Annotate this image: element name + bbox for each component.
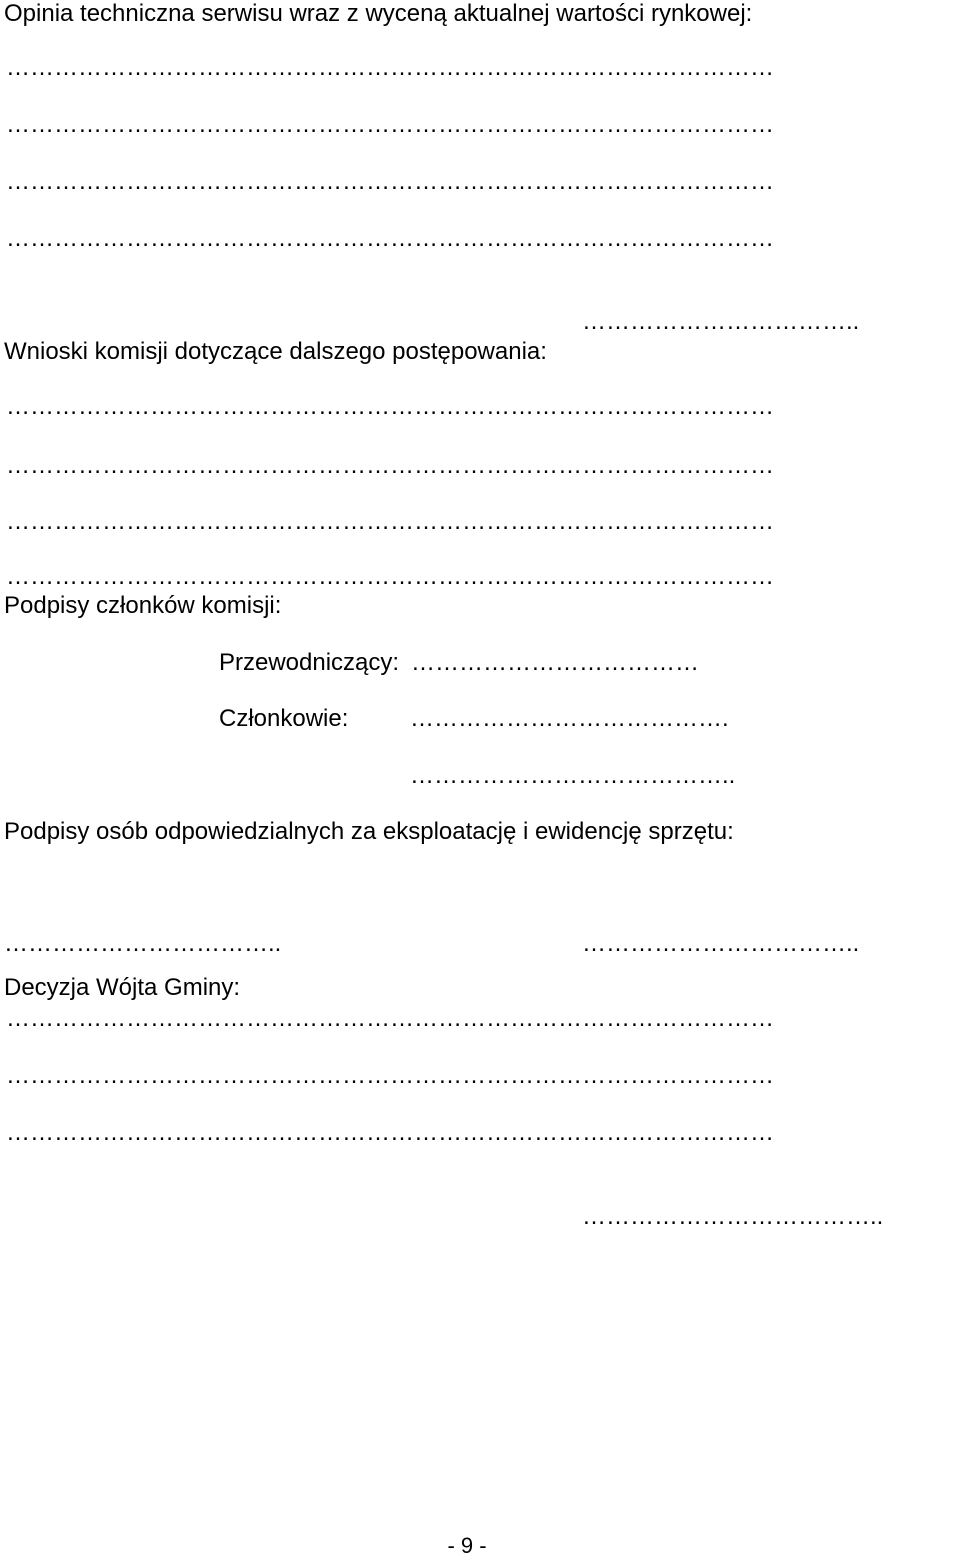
responsible-signature-fill-right: …………………………….. [582,930,860,957]
members-label: Członkowie: [219,705,349,732]
opinion-heading: Opinia techniczna serwisu wraz z wyceną aktualnej wartości rynkowej: [4,0,753,27]
decision-heading: Decyzja Wójta Gminy: [4,974,241,1001]
responsible-signature-fill-left: …………………………….. [4,930,282,957]
conclusions-fill-line-2: …………………………………………………………………………………… [6,452,774,479]
conclusions-heading: Wnioski komisji dotyczące dalszego postępowania: [4,338,547,365]
member-signature-fill-1: …………………………………. [410,705,729,732]
decision-fill-line-2: …………………………………………………………………………………… [6,1062,774,1089]
opinion-fill-line-1: …………………………………………………………………………………… [6,54,774,81]
page-number: - 9 - [447,1533,487,1558]
decision-fill-line-1: …………………………………………………………………………………… [6,1005,774,1032]
chairman-label: Przewodniczący: [219,649,400,676]
responsible-signatures-heading: Podpisy osób odpowiedzialnych za eksploatację i ewidencję sprzętu: [4,818,734,845]
member-signature-fill-2: ………………………………….. [410,762,736,789]
opinion-fill-line-3: …………………………………………………………………………………… [6,168,774,195]
decision-signature-fill: ……………………………….. [582,1203,884,1230]
conclusions-fill-line-4: …………………………………………………………………………………… [6,563,774,590]
conclusions-fill-line-1: …………………………………………………………………………………… [6,393,774,420]
conclusions-fill-line-3: …………………………………………………………………………………… [6,508,774,535]
opinion-fill-line-4: …………………………………………………………………………………… [6,225,774,252]
decision-fill-line-3: …………………………………………………………………………………… [6,1119,774,1146]
commission-signatures-heading: Podpisy członków komisji: [4,592,282,619]
chairman-signature-fill: ……………………………… [411,649,699,676]
conclusions-inline-fill: …………………………….. [582,308,860,335]
opinion-fill-line-2: …………………………………………………………………………………… [6,111,774,138]
